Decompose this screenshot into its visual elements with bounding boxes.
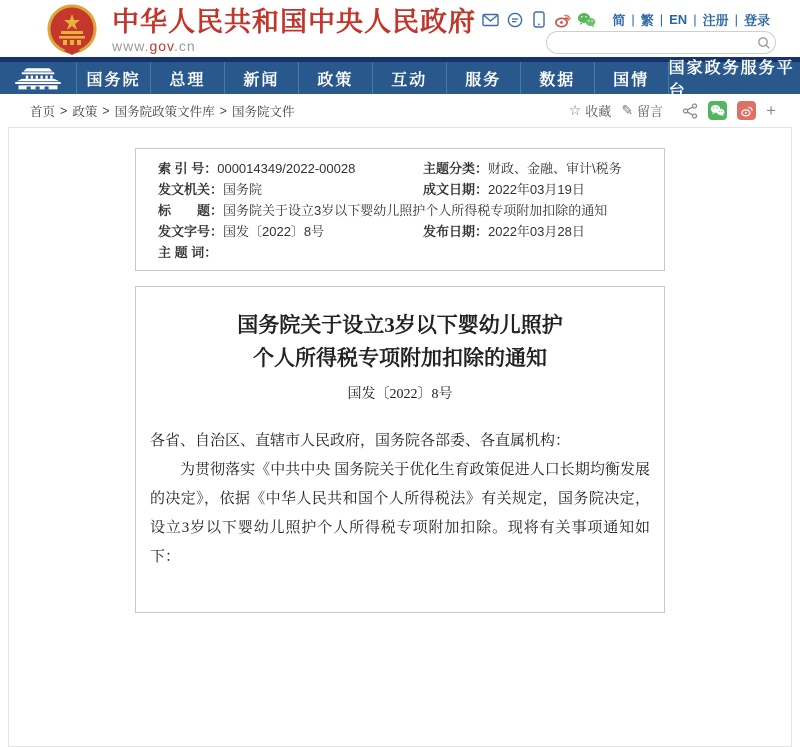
pencil-icon: ✎ [621, 102, 634, 118]
nav-item-state-council[interactable]: 国务院 [76, 62, 150, 94]
meta-row [136, 200, 664, 221]
breadcrumb-separator: > [102, 103, 110, 118]
document-paragraph-body: 为贯彻落实《中共中央 国务院关于优化生育政策促进人口长期均衡发展的决定》，依据《中华人民共和国个人所得税法》有关规定，国务院决定，设立3岁以下婴幼儿照护个人所得税专项附加扣除。现将有关事项通知如下： [150, 462, 650, 565]
share-wechat-icon[interactable] [708, 101, 727, 120]
brand-text [112, 7, 476, 54]
breadcrumb-state-council-docs[interactable]: 国务院文件 [231, 104, 295, 119]
mail-icon[interactable] [482, 11, 499, 28]
mobile-icon[interactable] [530, 11, 547, 28]
meta-row [136, 179, 664, 200]
wechat-icon[interactable] [578, 11, 595, 28]
breadcrumb-separator: > [60, 103, 68, 118]
meta-topic-label: 主题分类： [423, 161, 489, 176]
home-tiananmen-icon[interactable] [0, 62, 76, 94]
star-icon: ☆ [568, 102, 582, 118]
document-title [150, 309, 650, 374]
main-nav [0, 57, 800, 100]
site-url[interactable] [112, 38, 476, 54]
more-share-button[interactable]: + [766, 101, 776, 120]
meta-index [158, 159, 423, 178]
meta-publish-value: 2022年03月28日 [488, 224, 585, 239]
nav-item-interaction[interactable]: 互动 [372, 62, 446, 94]
document-text [150, 427, 650, 572]
register-link[interactable]: 注册 [702, 13, 729, 28]
comment-button[interactable] [621, 101, 663, 120]
lang-separator: | [631, 12, 635, 27]
comment-label: 留言 [637, 104, 664, 119]
meta-title-label: 标 题： [158, 203, 224, 218]
lang-traditional[interactable]: 繁 [640, 13, 654, 28]
site-header [0, 0, 800, 57]
meta-publish-date [423, 222, 585, 241]
page-tools [569, 101, 776, 120]
lang-simplified[interactable]: 简 [612, 13, 626, 28]
breadcrumb-policy-library[interactable]: 国务院政策文件库 [114, 104, 215, 119]
breadcrumb [30, 102, 295, 120]
meta-keyword-label: 主 题 词： [158, 245, 218, 260]
url-www: www. [112, 37, 150, 54]
site-title: 中华人民共和国中央人民政府 [112, 6, 476, 37]
document-meta-table [135, 148, 665, 271]
site-brand[interactable] [46, 4, 476, 56]
meta-keywords [158, 243, 664, 262]
share-weibo-icon[interactable] [737, 101, 756, 120]
meta-topic-value: 财政、金融、审计\税务 [488, 161, 622, 176]
national-emblem-icon [46, 4, 98, 56]
nav-item-national-conditions[interactable]: 国情 [594, 62, 668, 94]
nav-item-data[interactable]: 数据 [520, 62, 594, 94]
meta-agency [158, 180, 423, 199]
document-title-line2: 个人所得税专项附加扣除的通知 [253, 345, 547, 370]
lang-separator: | [659, 12, 664, 27]
meta-topic [423, 159, 622, 178]
url-cn: .cn [174, 37, 196, 54]
header-utility-bar [482, 10, 776, 29]
url-gov: gov [149, 37, 174, 54]
nav-item-policy[interactable]: 政策 [298, 62, 372, 94]
meta-written-date [423, 180, 585, 199]
share-icon[interactable] [681, 102, 698, 119]
meta-number-label: 发文字号： [158, 224, 224, 239]
nav-item-gov-service-platform[interactable]: 国家政务服务平台 [668, 62, 800, 94]
meta-row [136, 221, 664, 242]
breadcrumb-home[interactable]: 首页 [30, 104, 56, 119]
meta-agency-value: 国务院 [223, 182, 263, 197]
search-input[interactable] [547, 32, 753, 53]
meta-index-value: 000014349/2022-00028 [217, 161, 356, 176]
lang-links [606, 10, 776, 29]
favorite-label: 收藏 [585, 104, 612, 119]
meta-row [136, 242, 664, 263]
message-circle-icon[interactable] [506, 11, 523, 28]
document-paragraph-salutation: 各省、自治区、直辖市人民政府，国务院各部委、各直属机构： [150, 433, 571, 450]
document-body-box [135, 286, 665, 613]
meta-agency-label: 发文机关： [158, 182, 224, 197]
meta-written-value: 2022年03月19日 [488, 182, 585, 197]
meta-row [136, 158, 664, 179]
meta-number-value: 国发〔2022〕8号 [223, 224, 325, 239]
weibo-icon[interactable] [554, 11, 571, 28]
document-number: 国发〔2022〕8号 [347, 387, 453, 403]
meta-title [158, 201, 664, 220]
lang-english[interactable]: EN [669, 12, 688, 27]
search-icon[interactable] [753, 32, 775, 53]
document-container [8, 127, 792, 747]
nav-item-services[interactable]: 服务 [446, 62, 520, 94]
breadcrumb-policy[interactable]: 政策 [72, 104, 98, 119]
meta-doc-number [158, 222, 423, 241]
favorite-button[interactable] [569, 101, 612, 120]
meta-index-label: 索 引 号： [158, 161, 218, 176]
nav-item-news[interactable]: 新闻 [224, 62, 298, 94]
meta-title-value: 国务院关于设立3岁以下婴幼儿照护个人所得税专项附加扣除的通知 [223, 203, 608, 218]
document-title-line1: 国务院关于设立3岁以下婴幼儿照护 [237, 313, 563, 337]
meta-publish-label: 发布日期： [423, 224, 489, 239]
meta-written-label: 成文日期： [423, 182, 489, 197]
login-link[interactable]: 登录 [743, 13, 770, 28]
lang-separator: | [693, 12, 697, 27]
breadcrumb-separator: > [219, 103, 227, 118]
nav-item-premier[interactable]: 总理 [150, 62, 224, 94]
search-bar [546, 31, 776, 54]
lang-separator: | [734, 12, 738, 27]
